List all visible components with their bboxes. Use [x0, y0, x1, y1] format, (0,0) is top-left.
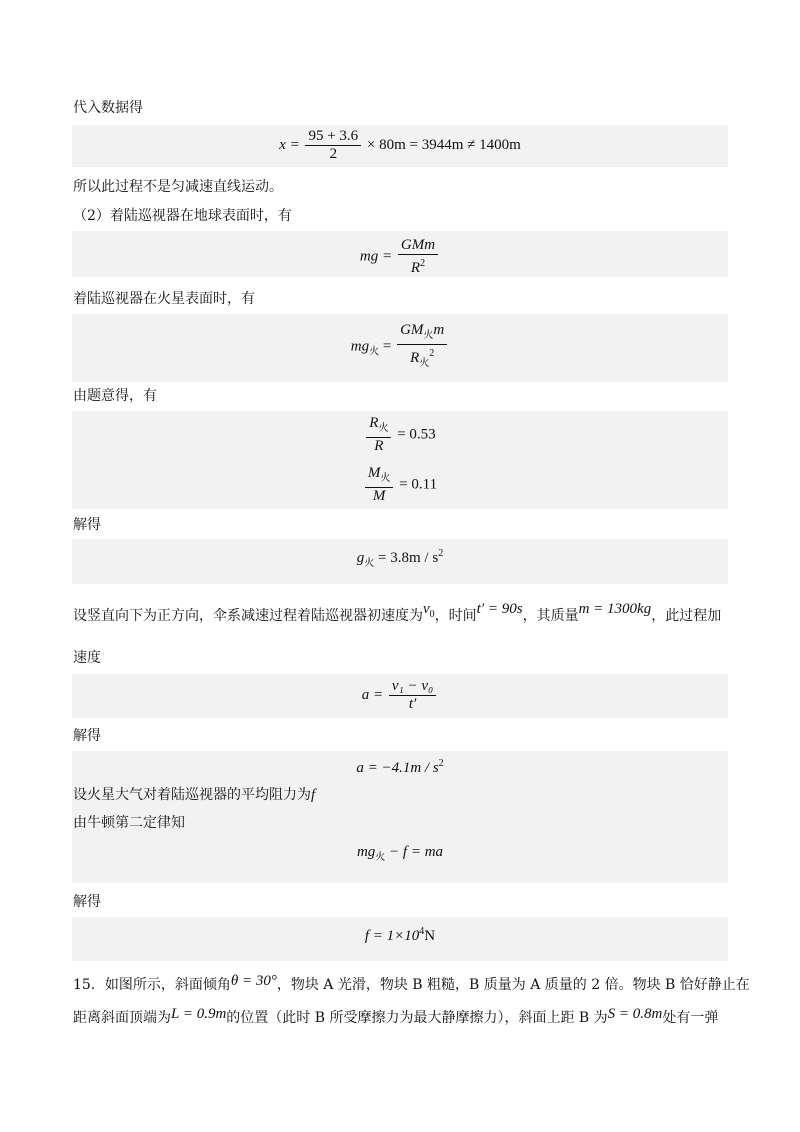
math-L: L = 0.9m [171, 1006, 227, 1022]
text-not-uniform: 所以此过程不是匀减速直线运动。 [73, 179, 283, 195]
equation-radius-ratio: $\frac{R_火}{R}$ = 0.53 [72, 415, 728, 455]
text-q15-line2: 距离斜面顶端为L = 0.9m的位置（此时 B 所受摩擦力为最大静摩擦力），斜面上距 B 为S = 0.8m处有一弹 [73, 1006, 719, 1026]
math-v0: $v_0$ [423, 601, 435, 620]
text-assume-drag: 设火星大气对着陆巡视器的平均阻力为f [73, 787, 316, 803]
text-assumption: 设竖直向下为正方向，伞系减速过程着陆巡视器初速度为$v_0$，时间t′ = 90s，其质量m = 1300kg，此过程加 [73, 601, 722, 624]
text-solve-1: 解得 [73, 517, 101, 533]
equation-box-earth-gravity [72, 231, 728, 277]
equation-box-drag [72, 917, 728, 961]
equation-mass-ratio: $\frac{M_火}{M}$ = 0.11 [72, 465, 728, 505]
equation-acceleration: a = $\frac{\text{v₁ − v₀}}{t'}$ [72, 678, 728, 713]
math-S: S = 0.8m [607, 1006, 663, 1022]
equation-earth-gravity: mg = $\frac{\text{GMm}}{R^2}$ [72, 237, 728, 277]
text-q15-line1: 15．如图所示，斜面倾角θ = 30°，物块 A 光滑，物块 B 粗糙，B 质量为 A 质量的 2 倍。物块 B 恰好静止在 [73, 973, 750, 993]
equation-distance: x = $\frac{95 + 3.6}{2}$ × 80m = 3944m ≠ 1400m [279, 128, 521, 162]
equation-box-mars-gravity [72, 314, 728, 382]
text-solve-3: 解得 [73, 894, 101, 910]
equation-box-distance [72, 125, 728, 167]
text-substitute: 代入数据得 [73, 100, 143, 116]
equation-newton: $mg_火 - f$ = ma [356, 844, 444, 863]
text-accel-word: 速度 [73, 650, 101, 666]
text-part2-earth: （2）着陆巡视器在地球表面时，有 [73, 208, 292, 224]
equation-acceleration-value: $a = -4.1m / s^2$ [356, 758, 444, 776]
text-newton: 由牛顿第二定律知 [73, 815, 185, 831]
equation-mars-g: $g_火 = 3.8m / s^2$ [356, 548, 444, 569]
equation-box-mars-g [72, 539, 728, 584]
equation-box-ratios [72, 411, 728, 509]
equation-drag: $f = 1\times 10^4N$ [364, 926, 436, 944]
text-on-mars: 着陆巡视器在火星表面时，有 [73, 291, 255, 307]
text-given: 由题意得，有 [73, 388, 157, 404]
math-time: t′ = 90s [476, 601, 523, 617]
math-theta: θ = 30° [230, 973, 277, 989]
text-solve-2: 解得 [73, 728, 101, 744]
equation-mars-gravity: $mg_火$ = $\frac{GM_火m}{R_火^2}$ [72, 322, 728, 372]
math-mass: m = 1300kg [578, 601, 652, 617]
equation-box-newton [72, 751, 728, 883]
equation-box-acceleration [72, 674, 728, 718]
